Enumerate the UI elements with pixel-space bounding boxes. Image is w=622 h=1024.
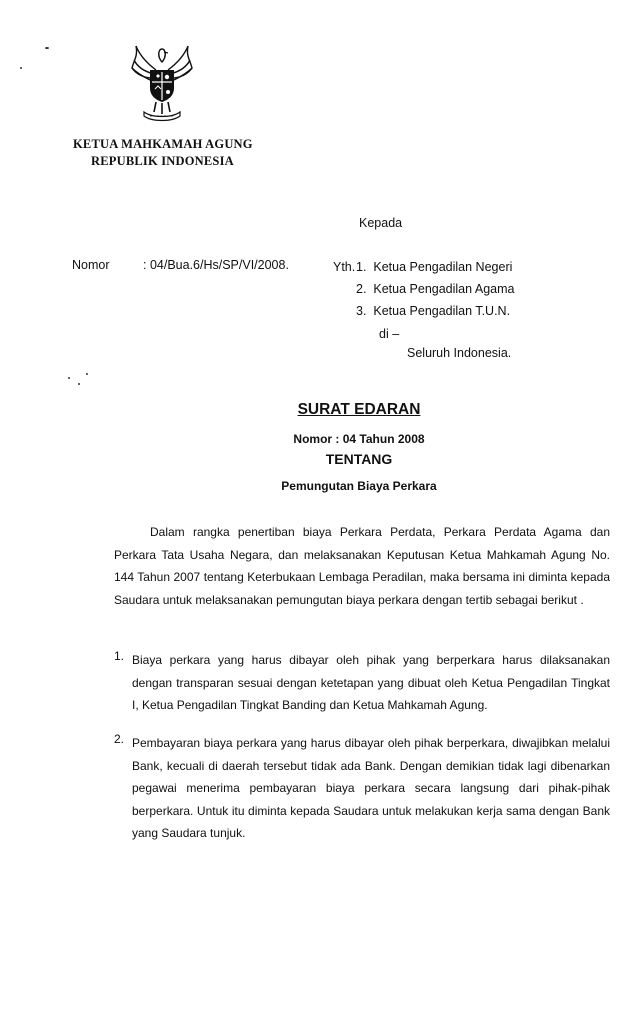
- kepada-label: Kepada: [359, 216, 403, 230]
- addressee-item: [356, 304, 510, 318]
- nomor-value: : 04/Bua.6/Hs/SP/VI/2008.: [143, 258, 289, 272]
- addressee-number: 3.: [356, 304, 367, 318]
- addressee-text: Ketua Pengadilan Agama: [373, 282, 515, 296]
- addressee-item: [356, 282, 514, 296]
- scan-speck: [20, 67, 22, 69]
- yth-label: Yth.: [333, 260, 356, 274]
- document-title: SURAT EDARAN: [297, 401, 421, 418]
- addressee-text: Ketua Pengadilan T.U.N.: [373, 304, 511, 318]
- list-item-number: 2.: [114, 732, 125, 746]
- scan-speck: [86, 373, 88, 375]
- list-item-text: Biaya perkara yang harus dibayar oleh pihak yang berperkara harus dilaksanakan dengan transparan sesuai dengan ketetapan yang dibuat oleh Ketua Pengadilan Tingkat I, Ketua Pengadilan Tingkat Banding dan Ketua Mahkamah Agung.: [132, 653, 610, 712]
- scan-speck: [45, 47, 49, 49]
- list-item-number: 1.: [114, 649, 125, 663]
- intro-paragraph: Dalam rangka penertiban biaya Perkara Perdata, Perkara Perdata Agama dan Perkara Tata Usaha Negara, dan melaksanakan Keputusan Ketua Mahkamah Agung No. 144 Tahun 2007 tentang Keterbukaan Lembaga Peradilan, maka bersama ini diminta kepada Saudara untuk melaksanakan pemungutan biaya perkara dengan tertib sebagai berikut .: [114, 525, 610, 607]
- addressee-number: 2.: [356, 282, 367, 296]
- nomor-label: Nomor: [72, 258, 110, 272]
- document-title-row: [0, 401, 622, 419]
- scan-speck: [78, 383, 80, 385]
- addressee-item: [356, 260, 512, 274]
- document-number: Nomor : 04 Tahun 2008: [293, 432, 425, 446]
- tentang-row: [0, 451, 622, 469]
- document-number-row: [0, 430, 622, 448]
- institution-title: KETUA MAHKAMAH AGUNG: [73, 137, 253, 151]
- list-item-text: Pembayaran biaya perkara yang harus dibayar oleh pihak berperkara, diwajibkan melalui Bank, kecuali di daerah tersebut tidak ada Bank. Dengan demikian tidak lagi dibenarkan pegawai menerima pembayaran biaya perkara secara langsung dari pihak-pihak berperkara. Untuk itu diminta kepada Saudara untuk melakukan kerja sama dengan Bank yang Saudara tunjuk.: [132, 736, 610, 840]
- garuda-emblem-icon: [126, 42, 198, 122]
- addressee-text: Ketua Pengadilan Negeri: [373, 260, 513, 274]
- di-label: di –: [379, 327, 400, 341]
- scan-speck: [68, 377, 70, 379]
- addressee-number: 1.: [356, 260, 367, 274]
- location-text: Seluruh Indonesia.: [407, 346, 512, 360]
- subject-row: [0, 477, 622, 495]
- document-subject: Pemungutan Biaya Perkara: [281, 479, 437, 493]
- tentang-heading: TENTANG: [325, 451, 393, 467]
- country-title: REPUBLIK INDONESIA: [91, 154, 234, 168]
